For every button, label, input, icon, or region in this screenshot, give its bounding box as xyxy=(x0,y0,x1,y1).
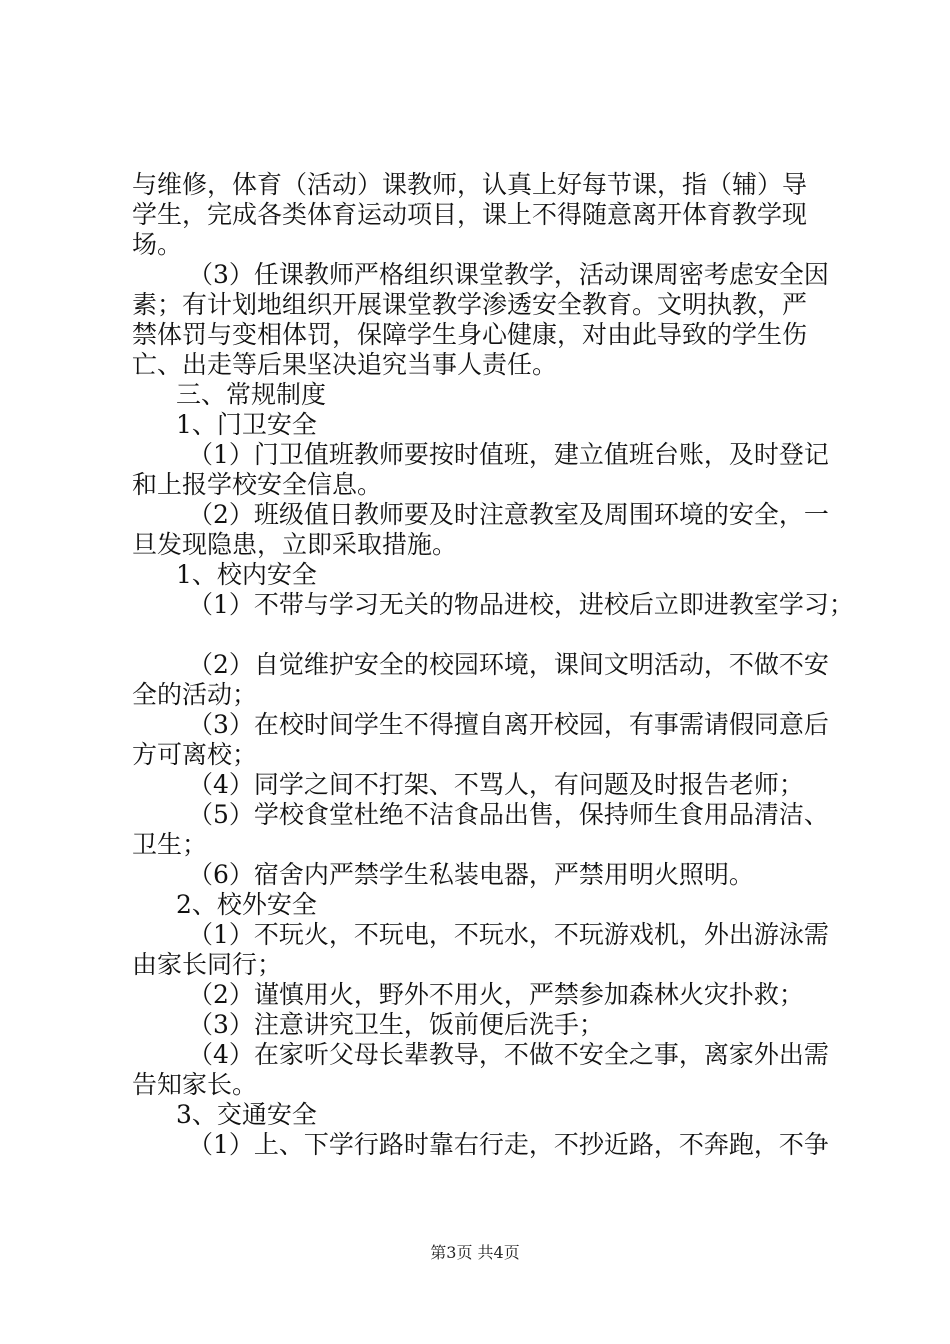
text-line: （4）同学之间不打架、不骂人，有问题及时报告老师； xyxy=(188,770,804,799)
text-line: （1）门卫值班教师要按时值班，建立值班台账，及时登记 xyxy=(188,440,829,469)
text-line: 全的活动； xyxy=(132,680,258,709)
text-line: （1）不玩火，不玩电，不玩水，不玩游戏机，外出游泳需 xyxy=(188,920,829,949)
text-line: （2）班级值日教师要及时注意教室及周围环境的安全，一 xyxy=(188,500,829,529)
text-line: 3、交通安全 xyxy=(176,1100,317,1129)
text-line: 与维修，体育（活动）课教师，认真上好每节课，指（辅）导 xyxy=(132,170,808,199)
text-line: 1、校内安全 xyxy=(176,560,317,589)
text-line: （5）学校食堂杜绝不洁食品出售，保持师生食用品清洁、 xyxy=(188,800,829,829)
blank-line xyxy=(132,620,842,650)
text-line: （3）在校时间学生不得擅自离开校园，有事需请假同意后 xyxy=(188,710,829,739)
text-line: （3）注意讲究卫生，饭前便后洗手； xyxy=(188,1010,604,1039)
text-line: 亡、出走等后果坚决追究当事人责任。 xyxy=(132,350,558,379)
text-line: 方可离校； xyxy=(132,740,258,769)
text-line: 告知家长。 xyxy=(132,1070,258,1099)
text-line: （2）谨慎用火，野外不用火，严禁参加森林火灾扑救； xyxy=(188,980,804,1009)
text-line: 场。 xyxy=(132,230,183,259)
text-line: 由家长同行； xyxy=(132,950,283,979)
document-body xyxy=(132,170,854,1160)
text-line: 学生，完成各类体育运动项目，课上不得随意离开体育教学现 xyxy=(132,200,808,229)
text-line: 2、校外安全 xyxy=(176,890,317,919)
text-line: 禁体罚与变相体罚，保障学生身心健康，对由此导致的学生伤 xyxy=(132,320,808,349)
text-line: （3）任课教师严格组织课堂教学，活动课周密考虑安全因 xyxy=(188,260,829,289)
text-line: 旦发现隐患，立即采取措施。 xyxy=(132,530,458,559)
text-line: （1）不带与学习无关的物品进校，进校后立即进教室学习； xyxy=(188,590,854,619)
text-line: 三、常规制度 xyxy=(176,380,327,409)
text-line: （6）宿舍内严禁学生私装电器，严禁用明火照明。 xyxy=(188,860,754,889)
page-footer: 第3页 共4页 xyxy=(430,1243,520,1262)
text-line: （2）自觉维护安全的校园环境，课间文明活动，不做不安 xyxy=(188,650,829,679)
text-line: （4）在家听父母长辈教导，不做不安全之事，离家外出需 xyxy=(188,1040,829,1069)
text-line: 1、门卫安全 xyxy=(176,410,317,439)
text-line: 卫生； xyxy=(132,830,208,859)
text-line: 素；有计划地组织开展课堂教学渗透安全教育。文明执教，严 xyxy=(132,290,808,319)
text-line: （1）上、下学行路时靠右行走，不抄近路，不奔跑，不争 xyxy=(188,1130,829,1159)
text-line: 和上报学校安全信息。 xyxy=(132,470,383,499)
